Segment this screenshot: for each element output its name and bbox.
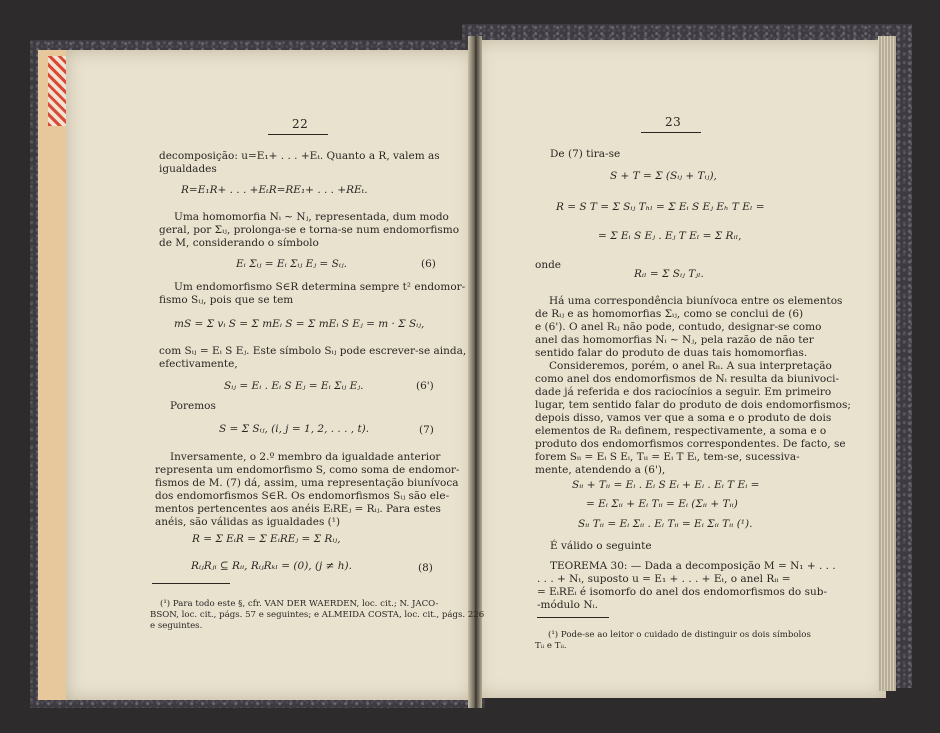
- theorem-line: -módulo Nᵢ.: [537, 599, 598, 611]
- text-line: forem Sᵢᵢ = Eᵢ S Eᵢ, Tᵢᵢ = Eᵢ T Eᵢ, tem-se, sucessiva-: [535, 451, 800, 463]
- equation: = Σ Eᵢ S Eⱼ . Eⱼ T Eₗ = Σ Rᵢₗ,: [598, 230, 742, 242]
- equation: S + T = Σ (Sᵢⱼ + Tᵢⱼ),: [610, 170, 717, 182]
- equation: R = S T = Σ Sᵢⱼ Tₕₗ = Σ Eᵢ S Eⱼ Eₕ T Eₗ =: [556, 201, 765, 213]
- page-number-right: 23: [665, 115, 682, 129]
- text-line: Há uma correspondência biunívoca entre os elementos: [549, 295, 843, 307]
- footnote-rule-left: [152, 583, 230, 584]
- book-gutter: [468, 36, 482, 708]
- equation: RᵢⱼRⱼᵢ ⊆ Rᵢᵢ, RᵢⱼRₖₗ = (0), (j ≠ h).: [191, 560, 352, 572]
- text-line: mente, atendendo a (6'),: [535, 464, 666, 476]
- text-line: lugar, tem sentido falar do produto de dois endomorfismos;: [535, 399, 851, 411]
- text-line: com Sᵢⱼ = Eᵢ S Eⱼ. Este símbolo Sᵢⱼ pode escrever-se ainda,: [159, 345, 467, 357]
- text-line: Uma homomorfia Nᵢ ∼ Nⱼ, representada, dum modo: [174, 211, 449, 223]
- footnote-line: (¹) Para todo este §, cfr. VAN DER WAERDEN, loc. cit.; N. JACO-: [160, 599, 439, 609]
- text-line: representa um endomorfismo S, como soma de endomor-: [155, 464, 460, 476]
- theorem-line: TEOREMA 30: — Dada a decomposição M = N₁ + . . .: [550, 560, 836, 572]
- equation-number: (8): [418, 562, 433, 574]
- text-line: onde: [535, 259, 562, 271]
- equation: Sᵢⱼ = Eᵢ . Eᵢ S Eⱼ = Eᵢ Σᵢⱼ Eⱼ.: [224, 380, 364, 392]
- equation: R = Σ EᵢR = Σ EᵢREⱼ = Σ Rᵢⱼ,: [192, 533, 341, 545]
- equation: Eᵢ Σᵢⱼ = Eᵢ Σᵢⱼ Eⱼ = Sᵢⱼ.: [236, 258, 347, 270]
- header-rule-right: [641, 132, 701, 133]
- text-line: fismos de M. (7) dá, assim, uma representação biunívoca: [155, 477, 459, 489]
- page-number-left: 22: [292, 117, 309, 131]
- text-line: efectivamente,: [159, 358, 238, 370]
- text-line: anéis, são válidas as igualdades (¹): [155, 516, 341, 528]
- equation-number: (6): [421, 258, 436, 270]
- text-line: Poremos: [170, 400, 216, 412]
- equation-number: (6'): [416, 380, 434, 392]
- text-line: dos endomorfismos S∈R. Os endomorfismos Sᵢⱼ são ele-: [155, 490, 450, 502]
- text-line: de Rᵢⱼ e as homomorfias Σᵢⱼ, como se conclui de (6): [535, 308, 804, 320]
- equation: Sᵢᵢ Tᵢᵢ = Eᵢ Σᵢᵢ . Eᵢ Tᵢᵢ = Eᵢ Σᵢᵢ Tᵢᵢ (¹).: [578, 518, 753, 530]
- text-line: Consideremos, porém, o anel Rᵢᵢ. A sua interpretação: [549, 360, 832, 372]
- text-line: igualdades: [159, 163, 217, 175]
- text-line: geral, por Σᵢⱼ, prolonga-se e torna-se num endomorfismo: [159, 224, 460, 236]
- text-line: decomposição: u=E₁+ . . . +Eₜ. Quanto a R, valem as: [159, 150, 440, 162]
- text-line: depois disso, vamos ver que a soma e o produto de dois: [535, 412, 832, 424]
- text-line: Um endomorfismo S∈R determina sempre t² endomor-: [174, 281, 466, 293]
- footnote-rule-right: [537, 617, 609, 618]
- text-line: sentido falar do produto de duas tais homomorfias.: [535, 347, 808, 359]
- footnote-line: (¹) Pode-se ao leitor o cuidado de distinguir os dois símbolos: [548, 630, 811, 640]
- header-rule-left: [268, 134, 328, 135]
- page-edge-stack-left: [38, 50, 66, 700]
- text-line: produto dos endomorfismos correspondentes. De facto, se: [535, 438, 846, 450]
- equation: mS = Σ vᵢ S = Σ mEᵢ S = Σ mEᵢ S Eⱼ = m · Σ Sᵢⱼ,: [174, 318, 425, 330]
- footnote-line: Tᵢᵢ e Tᵢᵢ.: [535, 641, 567, 651]
- text-line: de M, considerando o símbolo: [159, 237, 319, 249]
- text-line: Inversamente, o 2.º membro da igualdade anterior: [170, 451, 441, 463]
- equation: S = Σ Sᵢⱼ, (i, j = 1, 2, . . . , t).: [219, 423, 370, 435]
- footnote-line: BSON, loc. cit., págs. 57 e seguintes; e ALMEIDA COSTA, loc. cit., págs. 226: [150, 610, 485, 620]
- theorem-line: . . . + Nₜ, suposto u = E₁ + . . . + Eₜ, o anel Rᵢᵢ =: [537, 573, 791, 585]
- text-line: e (6'). O anel Rᵢⱼ não pode, contudo, designar-se como: [535, 321, 822, 333]
- page-edge-stack-right: [878, 36, 896, 691]
- text-line: É válido o seguinte: [550, 540, 652, 552]
- text-line: anel das homomorfias Nᵢ ∼ Nⱼ, pela razão de não ter: [535, 334, 814, 346]
- text-line: fismo Sᵢⱼ, pois que se tem: [159, 294, 294, 306]
- equation: Sᵢᵢ + Tᵢᵢ = Eᵢ . Eᵢ S Eᵢ + Eᵢ . Eᵢ T Eᵢ =: [572, 479, 760, 491]
- text-line: dade já referida e dos raciocínios a seguir. Em primeiro: [535, 386, 832, 398]
- text-line: como anel dos endomorfismos de Nᵢ resulta da biunivoci-: [535, 373, 840, 385]
- footnote-line: e seguintes.: [150, 621, 203, 631]
- equation: R=E₁R+ . . . +EₜR=RE₁+ . . . +REₜ.: [181, 184, 368, 196]
- equation: Rᵢₗ = Σ Sᵢⱼ Tⱼₗ.: [634, 268, 704, 280]
- equation-number: (7): [419, 424, 434, 436]
- text-line: mentos pertencentes aos anéis EᵢREⱼ = Rᵢⱼ. Para estes: [155, 503, 441, 515]
- text-line: De (7) tira-se: [550, 148, 621, 160]
- theorem-line: = EᵢREᵢ é isomorfo do anel dos endomorfismos do sub-: [537, 586, 827, 598]
- text-line: elementos de Rᵢᵢ definem, respectivamente, a soma e o: [535, 425, 827, 437]
- equation: = Eᵢ Σᵢᵢ + Eᵢ Tᵢᵢ = Eᵢ (Σᵢᵢ + Tᵢᵢ): [586, 498, 738, 510]
